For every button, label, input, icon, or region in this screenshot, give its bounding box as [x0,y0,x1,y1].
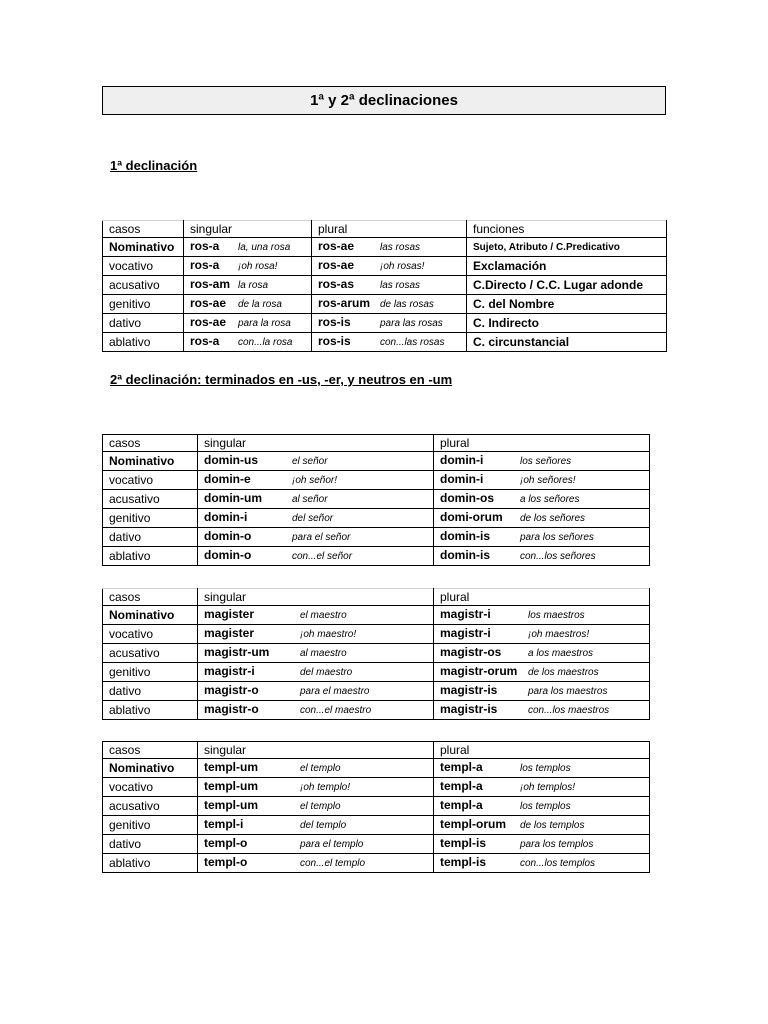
case-cell: Nominativo [103,238,184,257]
singular-cell [198,816,434,835]
plural-cell [312,314,467,333]
latin-form: domin-is [440,548,490,563]
latin-form: ros-is [318,315,351,330]
latin-form: magistr-is [440,683,498,698]
translation: para el maestro [300,686,370,698]
translation: con...el señor [292,551,353,563]
singular-cell [198,606,434,625]
table-row [103,816,650,835]
translation: los templos [520,763,571,775]
plural-cell [434,797,650,816]
column-header: singular [184,221,312,238]
function-text: C. circunstancial [473,335,570,350]
translation: ¡oh señores! [520,475,576,487]
translation: de los maestros [528,667,599,679]
translation: para la rosa [238,318,291,330]
table-row [103,276,667,295]
section-heading-second-declension: 2ª declinación: terminados en -us, -er, y neutros en -um [110,372,453,387]
singular-cell [198,854,434,873]
plural-cell [434,854,650,873]
translation: ¡oh rosa! [238,261,278,273]
latin-form: domin-is [440,529,490,544]
latin-form: ros-a [190,239,220,254]
table-row [103,547,650,566]
case-cell: ablativo [103,333,184,352]
singular-cell [198,547,434,566]
case-cell: dativo [103,835,198,854]
latin-form: ros-as [318,277,355,292]
case-cell: Nominativo [103,452,198,471]
table-row [103,238,667,257]
column-header: singular [198,742,434,759]
singular-cell [198,625,434,644]
column-header: plural [434,742,650,759]
column-header: casos [103,589,198,606]
translation: de los templos [520,820,585,832]
table-row [103,644,650,663]
latin-form: domin-e [204,472,251,487]
translation: del templo [300,820,347,832]
case-cell: vocativo [103,778,198,797]
translation: de las rosas [380,299,434,311]
translation: para las rosas [380,318,443,330]
singular-cell [198,797,434,816]
second-declension-dominus-table [102,434,650,566]
plural-cell [434,547,650,566]
latin-form: templ-i [204,817,244,832]
plural-cell [434,606,650,625]
translation: para los señores [520,532,594,544]
translation: para el templo [300,839,364,851]
page-title: 1ª y 2ª declinaciones [102,86,666,115]
function-cell [467,238,667,257]
case-cell: ablativo [103,547,198,566]
latin-form: templ-um [204,779,258,794]
plural-cell [312,333,467,352]
plural-cell [312,238,467,257]
translation: con...los señores [520,551,596,563]
case-cell: genitivo [103,663,198,682]
singular-cell [198,490,434,509]
case-cell: vocativo [103,625,198,644]
table-row [103,333,667,352]
table-row [103,471,650,490]
translation: las rosas [380,242,421,254]
column-header: singular [198,435,434,452]
translation: del maestro [300,667,353,679]
table-row [103,257,667,276]
latin-form: ros-is [318,334,351,349]
column-header: singular [198,589,434,606]
latin-form: domin-o [204,529,252,544]
first-declension-table [102,220,667,352]
translation: la rosa [238,280,269,292]
translation: ¡oh rosas! [380,261,425,273]
latin-form: magistr-i [440,626,491,641]
singular-cell [198,759,434,778]
plural-cell [434,701,650,720]
latin-form: templ-um [204,798,258,813]
translation: ¡oh templo! [300,782,351,794]
plural-cell [312,276,467,295]
section-heading-first-declension: 1ª declinación [110,158,198,173]
plural-cell [434,452,650,471]
latin-form: domin-i [204,510,248,525]
function-text: C. del Nombre [473,297,555,312]
plural-cell [312,257,467,276]
latin-form: magistr-o [204,702,259,717]
translation: con...los templos [520,858,596,870]
translation: los maestros [528,610,585,622]
table-row [103,314,667,333]
case-cell: acusativo [103,644,198,663]
case-cell: vocativo [103,257,184,276]
singular-cell [198,471,434,490]
latin-form: magistr-o [204,683,259,698]
latin-form: domin-um [204,491,262,506]
latin-form: magistr-os [440,645,502,660]
latin-form: domin-os [440,491,494,506]
plural-cell [434,835,650,854]
translation: el templo [300,801,341,813]
plural-cell [434,625,650,644]
table-row [103,778,650,797]
table-row [103,606,650,625]
table-row [103,663,650,682]
translation: para los templos [520,839,594,851]
latin-form: templ-o [204,836,248,851]
table-row [103,682,650,701]
function-text: C.Directo / C.C. Lugar adonde [473,278,644,293]
singular-cell [184,333,312,352]
translation: para el señor [292,532,351,544]
translation: los señores [520,456,572,468]
table-header-row [103,742,650,759]
table-row [103,528,650,547]
singular-cell [198,509,434,528]
column-header: plural [434,435,650,452]
column-header: casos [103,221,184,238]
translation: los templos [520,801,571,813]
translation: las rosas [380,280,421,292]
function-text: Sujeto, Atributo / C.Predicativo [473,242,620,254]
latin-form: templ-a [440,760,483,775]
table-header-row [103,589,650,606]
translation: ¡oh maestros! [528,629,590,641]
latin-form: ros-ae [318,258,355,273]
case-cell: vocativo [103,471,198,490]
column-header: casos [103,435,198,452]
table-row [103,452,650,471]
latin-form: templ-is [440,836,487,851]
function-text: Exclamación [473,259,547,274]
translation: de la rosa [238,299,282,311]
latin-form: ros-ae [190,315,227,330]
latin-form: magistr-orum [440,664,518,679]
translation: ¡oh señor! [292,475,338,487]
latin-form: templ-o [204,855,248,870]
table-row [103,490,650,509]
plural-cell [434,778,650,797]
case-cell: genitivo [103,295,184,314]
translation: al maestro [300,648,347,660]
latin-form: templ-a [440,798,483,813]
translation: a los señores [520,494,580,506]
latin-form: domin-i [440,472,484,487]
table-header-row [103,221,667,238]
table-row [103,854,650,873]
column-header: funciones [467,221,667,238]
case-cell: dativo [103,682,198,701]
plural-cell [434,816,650,835]
translation: al señor [292,494,328,506]
table-header-row [103,435,650,452]
translation: de los señores [520,513,586,525]
latin-form: ros-ae [190,296,227,311]
plural-cell [434,644,650,663]
singular-cell [184,314,312,333]
latin-form: ros-am [190,277,231,292]
function-cell [467,314,667,333]
singular-cell [184,238,312,257]
function-cell [467,333,667,352]
case-cell: Nominativo [103,759,198,778]
case-cell: ablativo [103,701,198,720]
translation: ¡oh maestro! [300,629,357,641]
latin-form: templ-um [204,760,258,775]
table-row [103,835,650,854]
table-row [103,625,650,644]
singular-cell [198,835,434,854]
latin-form: ros-ae [318,239,355,254]
latin-form: magistr-um [204,645,270,660]
case-cell: genitivo [103,509,198,528]
table-row [103,759,650,778]
latin-form: domi-orum [440,510,503,525]
singular-cell [184,295,312,314]
singular-cell [184,276,312,295]
plural-cell [434,471,650,490]
column-header: casos [103,742,198,759]
translation: el señor [292,456,328,468]
case-cell: dativo [103,528,198,547]
latin-form: ros-a [190,258,220,273]
plural-cell [434,509,650,528]
translation: con...la rosa [238,337,293,349]
singular-cell [198,778,434,797]
translation: a los maestros [528,648,594,660]
table-row [103,797,650,816]
second-declension-magister-table [102,588,650,720]
case-cell: acusativo [103,797,198,816]
translation: el templo [300,763,341,775]
latin-form: magistr-i [440,607,491,622]
function-cell [467,276,667,295]
table-row [103,295,667,314]
latin-form: domin-i [440,453,484,468]
singular-cell [184,257,312,276]
column-header: plural [434,589,650,606]
plural-cell [434,528,650,547]
singular-cell [198,682,434,701]
case-cell: acusativo [103,276,184,295]
translation: ¡oh templos! [520,782,576,794]
plural-cell [312,295,467,314]
case-cell: genitivo [103,816,198,835]
latin-form: templ-is [440,855,487,870]
case-cell: Nominativo [103,606,198,625]
translation: con...las rosas [380,337,445,349]
plural-cell [434,490,650,509]
singular-cell [198,663,434,682]
latin-form: magistr-i [204,664,255,679]
latin-form: templ-a [440,779,483,794]
latin-form: domin-us [204,453,258,468]
translation: para los maestros [528,686,608,698]
translation: con...el maestro [300,705,372,717]
plural-cell [434,682,650,701]
translation: del señor [292,513,334,525]
latin-form: magistr-is [440,702,498,717]
translation: el maestro [300,610,347,622]
plural-cell [434,759,650,778]
case-cell: dativo [103,314,184,333]
function-cell [467,257,667,276]
latin-form: templ-orum [440,817,506,832]
plural-cell [434,663,650,682]
latin-form: magister [204,607,255,622]
function-text: C. Indirecto [473,316,540,331]
translation: con...el templo [300,858,366,870]
latin-form: domin-o [204,548,252,563]
singular-cell [198,452,434,471]
latin-form: magister [204,626,255,641]
column-header: plural [312,221,467,238]
table-row [103,509,650,528]
case-cell: ablativo [103,854,198,873]
singular-cell [198,528,434,547]
case-cell: acusativo [103,490,198,509]
translation: la, una rosa [238,242,291,254]
second-declension-templum-table [102,741,650,873]
singular-cell [198,644,434,663]
latin-form: ros-arum [318,296,371,311]
translation: con...los maestros [528,705,610,717]
latin-form: ros-a [190,334,220,349]
table-row [103,701,650,720]
singular-cell [198,701,434,720]
function-cell [467,295,667,314]
